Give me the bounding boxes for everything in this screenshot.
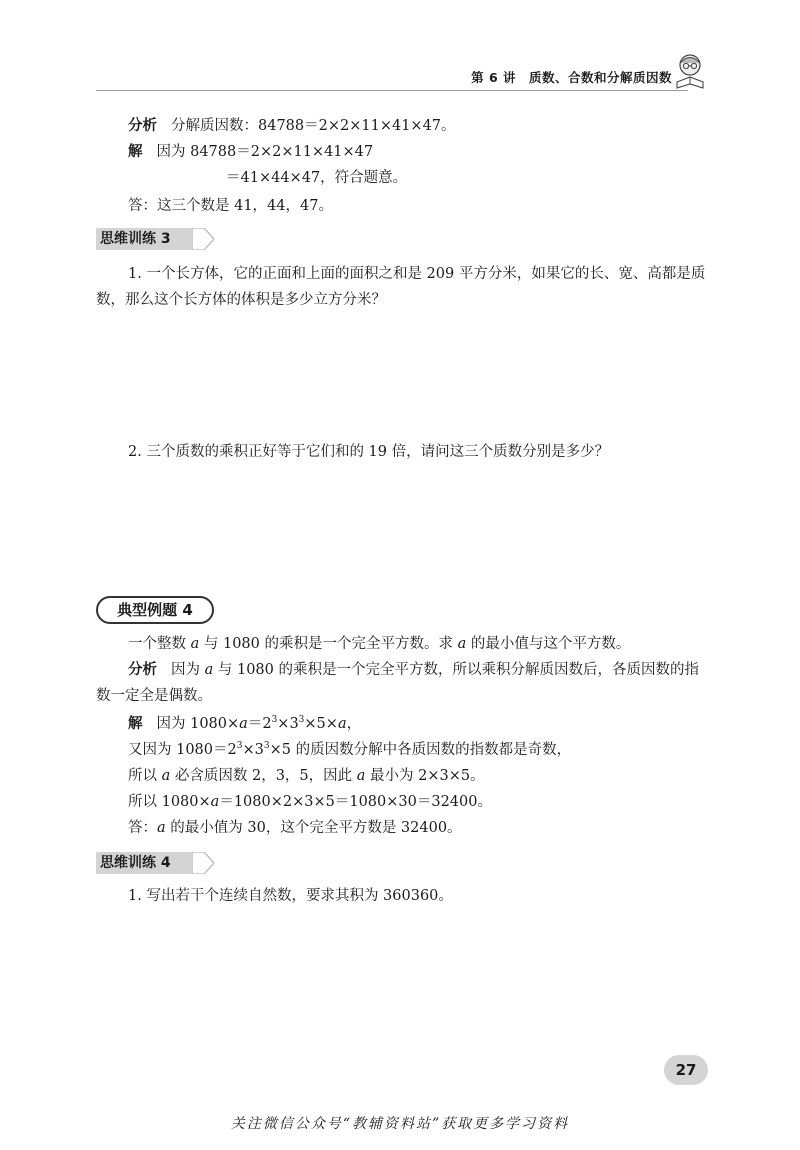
solution-label: 解: [128, 144, 143, 160]
example-4-analysis-line-1: 分析 因为 a 与 1080 的乘积是一个完全平方数，所以乘积分解质因数后，各质因数的指: [128, 662, 699, 678]
page-number: 27: [664, 1055, 708, 1085]
solution-text-1: 因为 84788＝2×2×11×41×47: [156, 144, 374, 160]
header-rule: [96, 90, 688, 91]
practice-4-label: 思维训练 4: [96, 852, 192, 874]
arrow-right-icon: [192, 852, 214, 874]
footer-note: 关注微信公众号“教辅资料站”获取更多学习资料: [230, 1116, 570, 1132]
analysis-text: 分解质因数：84788＝2×2×11×41×47。: [171, 118, 456, 134]
analysis-label: 分析: [128, 662, 157, 678]
example-4-solution-line-3: 所以 a 必含质因数 2，3，5，因此 a 最小为 2×3×5。: [128, 768, 485, 784]
practice-3-q1-line-2: 数，那么这个长方体的体积是多少立方分米？: [96, 292, 386, 308]
reading-child-icon: [673, 52, 707, 90]
solution-label: 解: [128, 716, 143, 732]
example-4-solution-line-4: 所以 1080×a＝1080×2×3×5＝1080×30＝32400。: [128, 794, 492, 810]
practice-3-q1-line-1: 1. 一个长方体，它的正面和上面的面积之和是 209 平方分米，如果它的长、宽、高都是质: [128, 266, 706, 282]
practice-4-q1: 1. 写出若干个连续自然数，要求其积为 360360。: [128, 888, 453, 904]
chapter-title: 第 6 讲 质数、合数和分解质因数: [471, 70, 672, 85]
practice-3-q2: 2. 三个质数的乘积正好等于它们和的 19 倍，请问这三个质数分别是多少？: [128, 444, 610, 460]
analysis-line: [128, 116, 456, 136]
practice-3-label: 思维训练 3: [96, 228, 192, 250]
example-4-question: 一个整数 a 与 1080 的乘积是一个完全平方数。求 a 的最小值与这个平方数。: [128, 636, 631, 652]
example-4-label: 典型例题 4: [96, 596, 214, 624]
arrow-right-icon: [192, 228, 214, 250]
solution-line-1: [128, 142, 373, 162]
example-4-analysis-line-2: 数一定全是偶数。: [96, 688, 212, 704]
section1-answer: 答：这三个数是 41，44，47。: [128, 198, 333, 214]
solution-line-2: ＝41×44×47，符合题意。: [226, 170, 408, 186]
analysis-label: 分析: [128, 118, 157, 134]
example-4-solution-line-1: 解 因为 $1080\times a=2^3\times 3^3\times 5\times a$，: [128, 715, 362, 732]
example-4-answer: 答：a 的最小值为 30，这个完全平方数是 32400。: [128, 820, 462, 836]
example-4-solution-line-2: 又因为 $1080=2^3\times 3^3\times 5$ 的质因数分解中各质因数的指数都是奇数，: [128, 741, 572, 758]
